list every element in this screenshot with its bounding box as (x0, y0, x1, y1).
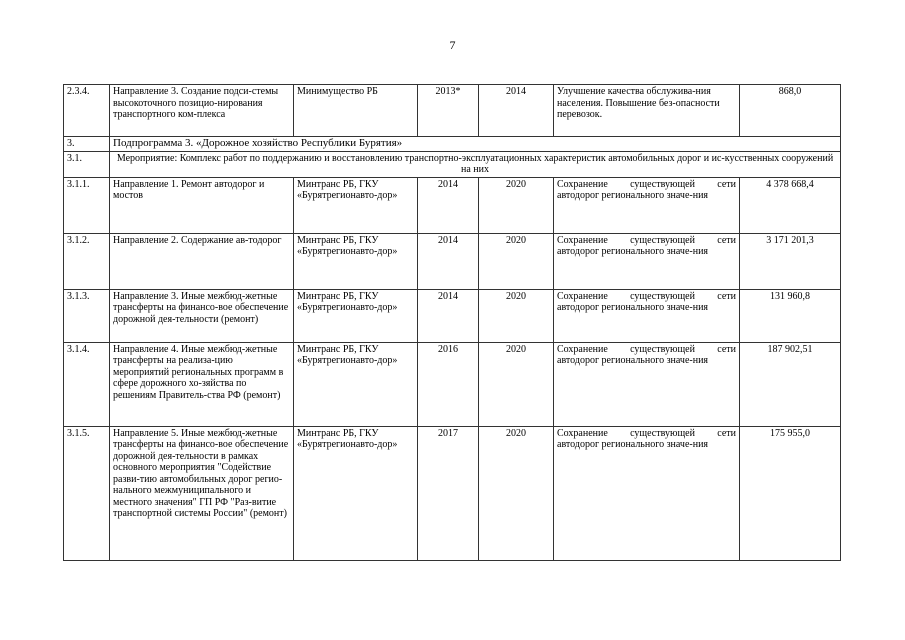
row-executor: Минимущество РБ (294, 85, 418, 137)
row-executor: Минтранс РБ, ГКУ «Бурятрегионавто-дор» (294, 177, 418, 233)
row-direction: Направление 3. Создание подси-стемы высокоточного позицио-нирования транспортного ком-плекса (110, 85, 294, 137)
table-row (64, 177, 841, 233)
row-number: 2.3.4. (64, 85, 110, 137)
row-end-year: 2020 (479, 342, 554, 426)
row-amount: 3 171 201,3 (740, 233, 841, 289)
row-number: 3.1.4. (64, 342, 110, 426)
activity-row (64, 151, 841, 177)
subprogram-title: Подпрограмма 3. «Дорожное хозяйство Республики Бурятия» (110, 137, 841, 152)
row-start-year: 2014 (418, 233, 479, 289)
activity-title: Мероприятие: Комплекс работ по поддержанию и восстановлению транспортно-эксплуатационных характеристик автомобильных дорог и ис-кусственных сооружений на них (110, 151, 841, 177)
row-start-year: 2017 (418, 426, 479, 560)
subprogram-row (64, 137, 841, 152)
table-row (64, 289, 841, 342)
row-result: Сохранение существующей сети автодорог регионального значе-ния (554, 177, 740, 233)
row-number: 3.1. (64, 151, 110, 177)
row-number: 3.1.1. (64, 177, 110, 233)
row-end-year: 2014 (479, 85, 554, 137)
table-row (64, 342, 841, 426)
row-amount: 868,0 (740, 85, 841, 137)
row-end-year: 2020 (479, 289, 554, 342)
row-result: Сохранение существующей сети автодорог регионального значе-ния (554, 233, 740, 289)
row-direction: Направление 2. Содержание ав-тодорог (110, 233, 294, 289)
row-number: 3.1.2. (64, 233, 110, 289)
row-result: Улучшение качества обслужива-ния населения. Повышение без-опасности перевозок. (554, 85, 740, 137)
row-end-year: 2020 (479, 233, 554, 289)
program-table (63, 84, 841, 561)
table-row (64, 426, 841, 560)
row-executor: Минтранс РБ, ГКУ «Бурятрегионавто-дор» (294, 233, 418, 289)
row-result: Сохранение существующей сети автодорог регионального значе-ния (554, 289, 740, 342)
row-start-year: 2016 (418, 342, 479, 426)
row-direction: Направление 4. Иные межбюд-жетные трансферты на реализа-цию мероприятий региональных программ в сфере дорожного хо-зяйства по решениям Правитель-ства РФ (ремонт) (110, 342, 294, 426)
row-amount: 187 902,51 (740, 342, 841, 426)
row-result: Сохранение существующей сети автодорог регионального значе-ния (554, 426, 740, 560)
row-start-year: 2014 (418, 289, 479, 342)
row-end-year: 2020 (479, 426, 554, 560)
row-executor: Минтранс РБ, ГКУ «Бурятрегионавто-дор» (294, 426, 418, 560)
row-direction: Направление 5. Иные межбюд-жетные трансферты на финансо-вое обеспечение дорожной дея-тельности в рамках основного мероприятия "Содействие разви-тию автомобильных дорог регио-нального межмуниципального и местного значения" ГП РФ "Раз-витие транспортной системы России" (ремонт) (110, 426, 294, 560)
row-number: 3.1.3. (64, 289, 110, 342)
table-row (64, 233, 841, 289)
row-number: 3.1.5. (64, 426, 110, 560)
row-amount: 131 960,8 (740, 289, 841, 342)
row-executor: Минтранс РБ, ГКУ «Бурятрегионавто-дор» (294, 342, 418, 426)
row-end-year: 2020 (479, 177, 554, 233)
table-row (64, 85, 841, 137)
page-number: 7 (449, 38, 456, 52)
row-direction: Направление 1. Ремонт автодорог и мостов (110, 177, 294, 233)
row-number: 3. (64, 137, 110, 152)
row-start-year: 2014 (418, 177, 479, 233)
row-result: Сохранение существующей сети автодорог регионального значе-ния (554, 342, 740, 426)
row-executor: Минтранс РБ, ГКУ «Бурятрегионавто-дор» (294, 289, 418, 342)
row-amount: 4 378 668,4 (740, 177, 841, 233)
row-start-year: 2013* (418, 85, 479, 137)
row-amount: 175 955,0 (740, 426, 841, 560)
row-direction: Направление 3. Иные межбюд-жетные трансферты на финансо-вое обеспечение дорожной дея-тельности (ремонт) (110, 289, 294, 342)
